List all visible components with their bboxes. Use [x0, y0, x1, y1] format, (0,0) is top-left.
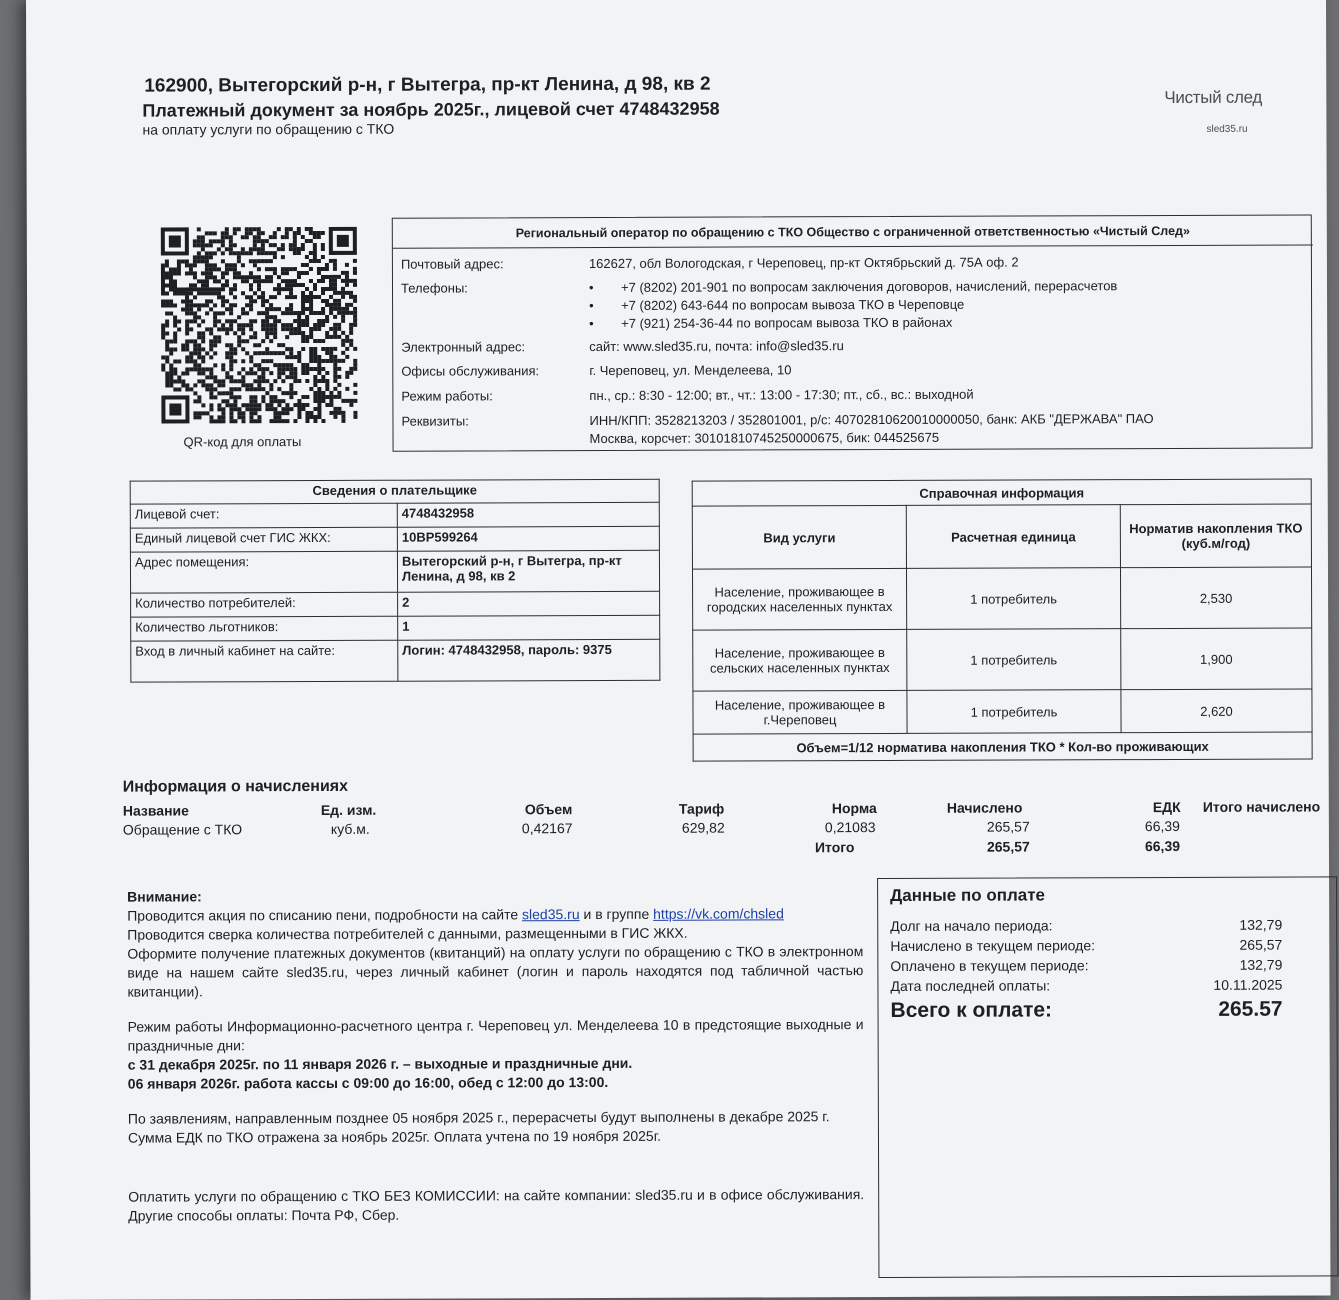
column-header: Норма	[831, 800, 877, 817]
attention-heading: Внимание:	[127, 888, 202, 905]
vk-link[interactable]: https://vk.com/chsled	[653, 905, 784, 922]
bullet-icon: •	[588, 280, 594, 296]
payment-document	[26, 0, 1331, 1300]
payer-value: 2	[398, 591, 660, 616]
calc-unit: 1 потребитель	[907, 690, 1121, 734]
column-header: Ед. изм.	[320, 801, 377, 818]
operator-label: Телефоны:	[400, 280, 468, 296]
payment-total-label: Всего к оплате:	[890, 998, 1053, 1022]
phone-line: +7 (921) 254-36-44 по вопросам вывоза ТКО в районах	[621, 314, 953, 331]
service-type: Население, проживающее в городских населенных пунктах	[692, 568, 906, 630]
table-row	[131, 639, 660, 682]
payment-value: 10.11.2025	[1213, 976, 1283, 993]
bullet-icon: •	[589, 298, 594, 314]
payment-title: Данные по оплате	[890, 885, 1046, 905]
operator-value: сайт: www.sled35.ru, почта: info@sled35.ru	[589, 338, 844, 355]
payer-table	[130, 479, 661, 683]
charge-accrued: 265,57	[986, 818, 1030, 835]
calc-unit: 1 потребитель	[906, 568, 1120, 630]
payment-label: Начислено в текущем периоде:	[890, 937, 1096, 954]
phone-line: +7 (8202) 201-901 по вопросам заключения договоров, начислений, перерасчетов	[620, 278, 1118, 295]
qr-caption: QR-код для оплаты	[183, 434, 302, 450]
note-paragraph: По заявлениям, направленным позднее 05 ноября 2025 г., перерасчеты будут выполнены в декабре 2025 г.	[127, 1108, 830, 1127]
service-type: Население, проживающее в г.Череповец	[693, 690, 907, 734]
promo-text: и в группе	[583, 905, 650, 923]
payment-total-value: 265.57	[1218, 997, 1283, 1021]
charge-edk: 66,39	[1144, 817, 1180, 835]
payment-total	[890, 998, 1282, 1023]
total-accrued: 265,57	[986, 838, 1030, 855]
payment-value: 132,79	[1239, 956, 1283, 973]
note-paragraph: Оплатить услуги по обращению с ТКО БЕЗ КОМИССИИ: на сайте компании: sled35.ru и в офисе обслуживания. Другие способы оплаты: Почта РФ, Сбер.	[128, 1186, 865, 1224]
column-header: Начислено	[946, 799, 1023, 816]
charge-name: Обращение с ТКО	[122, 821, 243, 838]
payment-label: Дата последней оплаты:	[890, 977, 1051, 994]
payer-login: Логин: 4748432958, пароль: 9375	[398, 639, 660, 681]
operator-title: Региональный оператор по обращению с ТКО Общество с ограниченной ответственностью «Чистый След»	[393, 216, 1313, 249]
calc-unit: 1 потребитель	[907, 629, 1121, 691]
table-row	[130, 526, 659, 552]
operator-label: Электронный адрес:	[401, 339, 526, 355]
charges-title: Информация о начислениях	[122, 777, 349, 796]
column-header: ЕДК	[1152, 798, 1181, 816]
operator-value: г. Череповец, ул. Менделеева, 10	[589, 362, 792, 379]
payment-label: Долг на начало периода:	[890, 917, 1053, 934]
payment-row	[890, 977, 1282, 994]
notes	[127, 885, 864, 1226]
norm-value: 1,900	[1121, 628, 1312, 690]
operator-label: Реквизиты:	[401, 413, 469, 429]
operator-label: Режим работы:	[401, 388, 493, 404]
payer-label: Адрес помещения:	[130, 551, 397, 593]
column-header: Объем	[524, 801, 573, 818]
operator-value: пн., ср.: 8:30 - 12:00; вт., чт.: 13:00 - 17:30; пт., сб., вс.: выходной	[589, 386, 974, 404]
charge-unit: куб.м.	[330, 820, 370, 837]
note-paragraph: Проводится сверка количества потребителей с данными, размещенными в ГИС ЖКХ.	[127, 924, 688, 943]
table-row	[131, 591, 660, 617]
operator-value: Москва, корсчет: 30101810745250000675, бик: 044525675	[589, 429, 940, 447]
promo-note	[127, 904, 863, 926]
payment-summary	[877, 876, 1338, 1278]
payer-label: Единый лицевой счет ГИС ЖКХ:	[130, 527, 397, 552]
payer-value: 1	[398, 615, 660, 640]
charge-norm: 0,21083	[824, 819, 876, 836]
payer-label: Количество льготников:	[131, 616, 398, 641]
payment-value: 132,79	[1239, 916, 1283, 933]
payment-row	[890, 957, 1282, 974]
company-logo-url: sled35.ru	[1206, 123, 1248, 135]
column-header: Расчетная единица	[906, 505, 1120, 569]
table-row	[692, 567, 1311, 630]
document-title: Платежный документ за ноябрь 2025г., лицевой счет 4748432958	[142, 98, 720, 121]
payment-value: 265,57	[1239, 936, 1283, 953]
payment-row	[890, 917, 1282, 934]
phone-line: +7 (8202) 643-644 по вопросам вывоза ТКО в Череповце	[621, 296, 965, 313]
charge-tariff: 629,82	[681, 819, 725, 836]
service-type: Население, проживающее в сельских населенных пунктах	[693, 629, 907, 691]
norm-value: 2,530	[1120, 567, 1311, 629]
payer-title: Сведения о плательщике	[130, 479, 659, 504]
table-row	[130, 502, 659, 528]
cashier-hours-note: 06 января 2026г. работа кассы с 09:00 до 16:00, обед с 12:00 до 13:00.	[127, 1073, 609, 1092]
holiday-note: с 31 декабря 2025г. по 11 января 2026 г. – выходные и праздничные дни.	[127, 1054, 633, 1073]
payment-label: Оплачено в текущем периоде:	[890, 957, 1089, 974]
payer-value: Вытегорский р-н, г Вытегра, пр-кт Ленина, д 98, кв 2	[397, 550, 659, 592]
payer-label: Лицевой счет:	[130, 503, 397, 528]
norm-value: 2,620	[1121, 689, 1312, 733]
table-row	[130, 550, 659, 593]
document-subtitle: на оплату услуги по обращению с ТКО	[142, 120, 395, 138]
operator-label: Почтовый адрес:	[400, 256, 504, 272]
operator-info	[392, 215, 1313, 452]
promo-text: Проводится акция по списанию пени, подробности на сайте	[127, 906, 519, 924]
site-link[interactable]: sled35.ru	[521, 906, 580, 923]
payer-value: 4748432958	[397, 502, 659, 527]
payer-label: Вход в личный кабинет на сайте:	[131, 640, 398, 682]
reference-title: Справочная информация	[692, 479, 1311, 506]
column-header: Название	[122, 802, 189, 819]
table-row	[693, 689, 1312, 734]
note-paragraph: Режим работы Информационно-расчетного центра г. Череповец ул. Менделеева 10 в предстоящие выходные и праздничные дни:	[127, 1016, 864, 1054]
table-row	[693, 628, 1312, 691]
payer-value: 10ВР599264	[397, 526, 659, 551]
reference-table	[692, 479, 1313, 762]
total-edk: 66,39	[1144, 837, 1181, 855]
column-header: Итого начислено	[1202, 798, 1321, 815]
note-paragraph: Сумма ЕДК по ТКО отражена за ноябрь 2025г. Оплата учтена по 19 ноября 2025г.	[127, 1127, 662, 1146]
payment-row	[890, 937, 1282, 954]
operator-value: 162627, обл Вологодская, г Череповец, пр-кт Октябрьский д. 75А оф. 2	[588, 254, 1019, 272]
company-logo: Чистый след	[1164, 87, 1263, 108]
column-header: Вид услуги	[692, 505, 906, 569]
reference-footnote: Объем=1/12 норматива накопления ТКО * Кол-во проживающих	[693, 732, 1312, 761]
column-header: Норматив накопления ТКО (куб.м/год)	[1120, 504, 1311, 568]
charge-volume: 0,42167	[521, 820, 573, 837]
total-label: Итого	[814, 839, 855, 856]
note-paragraph: Оформите получение платежных документов (квитанций) на оплату услуги по обращению с ТКО в электронном виде на нашем сайте sled35.ru, через личный кабинет (логин и пароль находятся под табличной частью квитанции).	[127, 943, 864, 1000]
payer-label: Количество потребителей:	[131, 592, 398, 617]
operator-label: Офисы обслуживания:	[401, 363, 540, 379]
column-header: Тариф	[678, 800, 725, 817]
bullet-icon: •	[589, 316, 594, 332]
operator-value: ИНН/КПП: 3528213203 / 352801001, р/с: 40702810620010000050, банк: АКБ "ДЕРЖАВА" ПАО	[589, 411, 1154, 429]
header-address: 162900, Вытегорский р-н, г Вытегра, пр-кт Ленина, д 98, кв 2	[144, 73, 711, 97]
table-row	[131, 615, 660, 641]
qr-code-icon	[161, 227, 362, 424]
